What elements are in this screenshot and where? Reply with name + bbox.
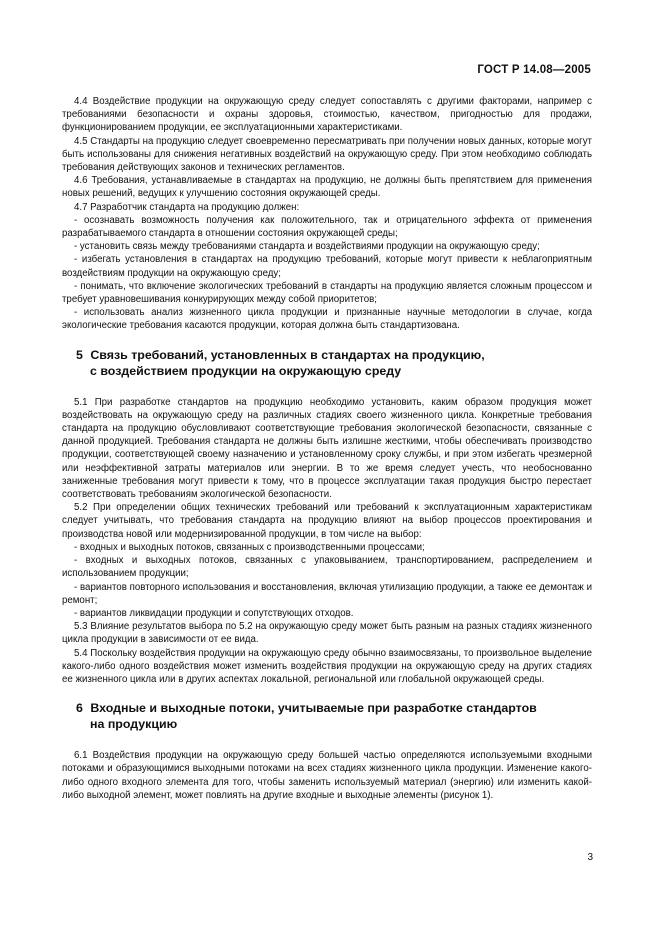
list-item: - входных и выходных потоков, связанных с упаковыванием, транспортированием, распределением и использованием продукции; [62,555,592,580]
paragraph-4-7: 4.7 Разработчик стандарта на продукцию должен: [74,201,300,213]
paragraph-4-5: 4.5 Стандарты на продукцию следует своевременно пересматривать при получении новых данных, которые могут быть использованы для снижения негативных воздействий на окружающую среду. При этом необходимо соблюдать требования действующих законов и технических регламентов. [62,135,592,174]
section-6-heading [62,700,592,732]
paragraph-5-1: 5.1 При разработке стандартов на продукцию необходимо установить, каким образом продукция может воздействовать на окружающую среду на различных стадиях своего жизненного цикла. Конкретные требования стандарта на продукцию обусловливают соответствующие требования экологической безопасности, связанные с данной продукцией. Требования стандарта не должны быть излишне жесткими, чтобы обеспечивать производство продукции, соответствующей своему назначению и установленному сроку службы, и при этом избегать чрезмерной или неэффективной затраты материалов или энергии. В то же время следует учесть, что необоснованно заниженные требования могут привести к тому, что в процессе эксплуатации такая продукция быстро перестает соответствовать требованиям экологической безопасности. [62,396,592,501]
list-item: - вариантов повторного использования и восстановления, включая утилизацию продукции, а также ее демонтаж и ремонт; [62,581,592,606]
paragraph-5-2: 5.2 При определении общих технических требований или требований к эксплуатационным характеристикам следует учитывать, что требования стандарта на продукцию влияют на выбор процессов проектирования и производства новой или модернизированной продукции, в том числе на выбор: [62,502,592,540]
paragraph-5-4: 5.4 Поскольку воздействия продукции на окружающую среду обычно взаимосвязаны, то произвольное выделение какого-либо одного воздействия может изменить воздействия продукции на окружающую среду на других стадиях ее жизненного цикла или в других аспектах локальной, региональной или глобальной окружающей среды. [62,647,592,685]
section-title-line1: Входные и выходные потоки, учитываемые при разработке стандартов [90,701,537,716]
list-item: - избегать установления в стандартах на продукцию требований, которые могут привести к неблагоприятным воздействиям продукции на окружающую среду; [62,254,592,279]
paragraph-5-3: 5.3 Влияние результатов выбора по 5.2 на окружающую среду может быть разным на разных стадиях жизненного цикла продукции в зависимости от ее вида. [62,621,592,646]
section-title-line2: с воздействием продукции на окружающую среду [90,363,402,378]
section-number: 5 [76,347,83,362]
list-item: - осознавать возможность получения как положительного, так и отрицательного эффекта от применения разрабатываемого стандарта в отношении состояния окружающей среды; [62,214,592,240]
section-5-heading [62,347,592,379]
page-number: 3 [587,852,593,863]
list-item: - установить связь между требованиями стандарта и воздействиями продукции на окружающую среду; [74,241,540,253]
document-code-header: ГОСТ Р 14.08—2005 [477,64,591,76]
list-item: - использовать анализ жизненного цикла продукции и признанные научные методологии в случае, когда экологические требования касаются продукции, которая должна быть стандартизована. [62,307,592,332]
section-title-line1: Связь требований, установленных в стандартах на продукцию, [90,347,485,362]
list-item: - понимать, что включение экологических требований в стандарты на продукцию является сложным процессом и требует уравновешивания конкурирующих между собой приоритетов; [62,280,592,306]
list-item: - входных и выходных потоков, связанных с производственными процессами; [74,541,425,553]
list-item: - вариантов ликвидации продукции и сопутствующих отходов. [74,607,354,619]
paragraph-6-1: 6.1 Воздействия продукции на окружающую среду большей частью определяются используемыми входными потоками и образующимися выходными потоками на всех стадиях жизненного цикла продукции. Изменение какого-либо одного входного элемента для того, чтобы заменить используемый материал (энергию) или изменить какой-либо выходной элемент, может повлиять на другие входные и выходные элементы (рисунок 1). [62,750,592,801]
paragraph-4-4: 4.4 Воздействие продукции на окружающую среду следует сопоставлять с другими факторами, например с требованиями безопасности и охраны здоровья, стоимостью, качеством, пригодностью для продажи, функционированием продукции, ее эксплуатационными характеристиками. [62,96,592,134]
paragraph-4-6: 4.6 Требования, устанавливаемые в стандартах на продукцию, не должны быть препятствием для применения новых решений, ведущих к улучшению состояния окружающей среды. [62,175,592,200]
page-body [62,95,592,802]
section-number: 6 [76,701,83,716]
section-title-line2: на продукцию [90,717,178,732]
